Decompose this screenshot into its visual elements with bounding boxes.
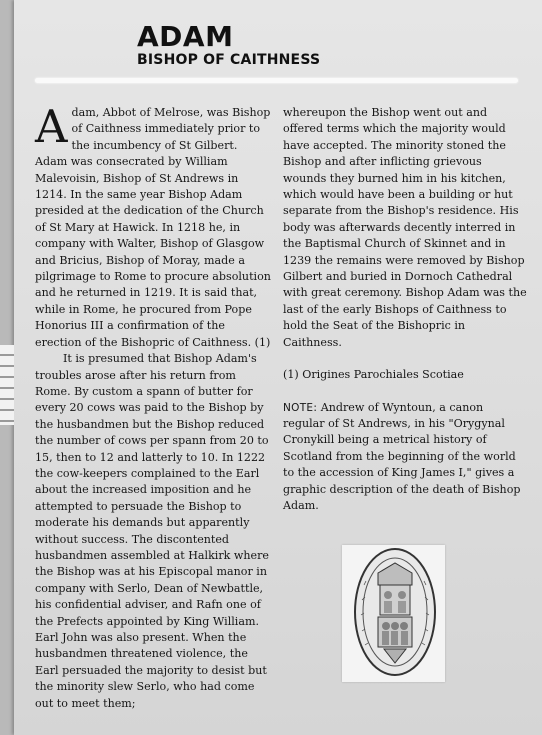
footnote: (1) Origines Parochiales Scotiae [283, 368, 464, 382]
page-subtitle: BISHOP OF CAITHNESS [137, 52, 321, 68]
bishop-seal-icon [350, 545, 440, 680]
note-text: Andrew of Wyntoun, a canon regular of St Andrews, in his "Orygynal Cronykill being a metrical history of Scotland from the beginning of the world to the accession of King James I," gives a graphic description of the death of Bishop Adam. [283, 400, 521, 512]
header-rule [35, 78, 518, 83]
page-title: ADAM [137, 20, 234, 53]
drop-cap: A [35, 100, 68, 153]
note-label: NOTE: [283, 401, 318, 414]
paragraph-2: It is presumed that Bishop Adam's troubles arose after his return from Rome. By custom a spann of butter for every 20 cows was paid to the Bishop by the husbandmen but the Bishop reduced the number of cows per spann from 20 to 15, then to 12 and latterly to 10. In 1222 the cow-keepers complained to the Earl about the increased imposition and he attempted to persuade the Bishop to moderate his demands but apparently without success. The discontented husbandmen assembled at Halkirk where the Bishop was at his Episcopal manor in company with Serlo, Dean of Newbattle, his confidential adviser, and Rafn one of the Prefects appointed by King William. Earl John was also present. When the husbandmen threatened violence, the Earl persuaded the majority to desist but the minority slew Serlo, who had come out to meet them; [35, 352, 269, 710]
paragraph-3: whereupon the Bishop went out and offered terms which the majority would have accepted. The minority stoned the Bishop and after inflicting grievous wounds they burned him in his kitchen, which would have been a building or hut separate from the Bishop's residence. His body was afterwards decently interred in the Baptismal Church of Skinnet and in 1239 the remains were removed by Bishop Gilbert and buried in Dornoch Cathedral with great ceremony. Bishop Adam was the last of the early Bishops of Caithness to hold the Seat of the Bishopric in Caithness. [283, 106, 527, 349]
paragraph-1 [35, 100, 273, 351]
binder-edge [0, 345, 14, 425]
spacer [283, 351, 527, 367]
note [283, 400, 527, 515]
spacer [283, 384, 527, 400]
paragraph-1-text: dam, Abbot of Melrose, was Bishop of Caithness immediately prior to the incumbency of St Gilbert. Adam was consecrated by William Malevoisin, Bishop of St Andrews in 1214. In the same year Bishop Adam presided at the dedication of the Church of St Mary at Hawick. In 1218 he, in company with Walter, Bishop of Glasgow and Bricius, Bishop of Moray, made a pilgrimage to Rome to procure absolution and he returned in 1219. It is said that, while in Rome, he procured from Pope Honorius III a confirmation of the erection of the Bishopric of Caithness. (1) [35, 106, 271, 349]
left-column [35, 100, 273, 712]
right-column [283, 105, 527, 514]
